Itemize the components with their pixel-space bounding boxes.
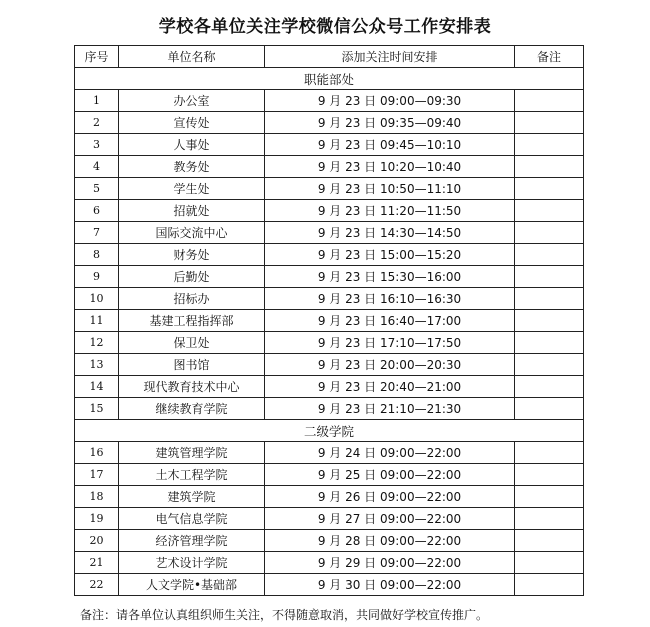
remark [515, 200, 584, 222]
row-index: 4 [75, 156, 119, 178]
row-index: 17 [75, 464, 119, 486]
remark [515, 464, 584, 486]
remark [515, 134, 584, 156]
schedule-table [74, 45, 584, 596]
row-index: 20 [75, 530, 119, 552]
row-index: 13 [75, 354, 119, 376]
unit-name: 学生处 [119, 178, 265, 200]
unit-name: 艺术设计学院 [119, 552, 265, 574]
remark [515, 552, 584, 574]
time-slot: 9 月 26 日 09:00—22:00 [265, 486, 515, 508]
unit-name: 基建工程指挥部 [119, 310, 265, 332]
row-index: 22 [75, 574, 119, 596]
header-unit-name: 单位名称 [119, 46, 265, 68]
remark [515, 310, 584, 332]
table-row [75, 288, 584, 310]
remark [515, 354, 584, 376]
row-index: 11 [75, 310, 119, 332]
table-row [75, 574, 584, 596]
table-row [75, 112, 584, 134]
row-index: 1 [75, 90, 119, 112]
remark [515, 222, 584, 244]
unit-name: 土木工程学院 [119, 464, 265, 486]
unit-name: 后勤处 [119, 266, 265, 288]
remark [515, 332, 584, 354]
table-row [75, 310, 584, 332]
remark [515, 442, 584, 464]
remark [515, 486, 584, 508]
table-body [75, 68, 584, 596]
time-slot: 9 月 28 日 09:00—22:00 [265, 530, 515, 552]
time-slot: 9 月 23 日 09:45—10:10 [265, 134, 515, 156]
remark [515, 574, 584, 596]
section-title: 职能部处 [75, 68, 584, 90]
remark [515, 112, 584, 134]
row-index: 14 [75, 376, 119, 398]
section-row [75, 420, 584, 442]
time-slot: 9 月 23 日 20:00—20:30 [265, 354, 515, 376]
time-slot: 9 月 23 日 10:50—11:10 [265, 178, 515, 200]
row-index: 9 [75, 266, 119, 288]
remark [515, 508, 584, 530]
table-header-row [75, 46, 584, 68]
time-slot: 9 月 30 日 09:00—22:00 [265, 574, 515, 596]
remark [515, 398, 584, 420]
table-row [75, 398, 584, 420]
table-row [75, 376, 584, 398]
remark [515, 376, 584, 398]
remark [515, 244, 584, 266]
unit-name: 招标办 [119, 288, 265, 310]
row-index: 5 [75, 178, 119, 200]
table-row [75, 552, 584, 574]
time-slot: 9 月 23 日 14:30—14:50 [265, 222, 515, 244]
time-slot: 9 月 23 日 21:10—21:30 [265, 398, 515, 420]
row-index: 6 [75, 200, 119, 222]
unit-name: 财务处 [119, 244, 265, 266]
unit-name: 招就处 [119, 200, 265, 222]
time-slot: 9 月 23 日 20:40—21:00 [265, 376, 515, 398]
unit-name: 人事处 [119, 134, 265, 156]
row-index: 16 [75, 442, 119, 464]
unit-name: 图书馆 [119, 354, 265, 376]
table-row [75, 464, 584, 486]
time-slot: 9 月 29 日 09:00—22:00 [265, 552, 515, 574]
row-index: 19 [75, 508, 119, 530]
remark [515, 156, 584, 178]
table-row [75, 222, 584, 244]
row-index: 15 [75, 398, 119, 420]
table-row [75, 486, 584, 508]
page-title: 学校各单位关注学校微信公众号工作安排表 [158, 17, 492, 37]
time-slot: 9 月 23 日 16:10—16:30 [265, 288, 515, 310]
remark [515, 288, 584, 310]
table-row [75, 90, 584, 112]
unit-name: 人文学院•基础部 [119, 574, 265, 596]
time-slot: 9 月 23 日 11:20—11:50 [265, 200, 515, 222]
unit-name: 经济管理学院 [119, 530, 265, 552]
table-row [75, 200, 584, 222]
unit-name: 现代教育技术中心 [119, 376, 265, 398]
footnote: 备注：请各单位认真组织师生关注，不得随意取消，共同做好学校宣传推广。 [80, 608, 489, 622]
time-slot: 9 月 23 日 15:30—16:00 [265, 266, 515, 288]
header-index: 序号 [75, 46, 119, 68]
row-index: 8 [75, 244, 119, 266]
time-slot: 9 月 23 日 16:40—17:00 [265, 310, 515, 332]
table-row [75, 442, 584, 464]
table-row [75, 530, 584, 552]
table-row [75, 332, 584, 354]
row-index: 12 [75, 332, 119, 354]
unit-name: 国际交流中心 [119, 222, 265, 244]
unit-name: 继续教育学院 [119, 398, 265, 420]
unit-name: 宣传处 [119, 112, 265, 134]
row-index: 2 [75, 112, 119, 134]
table-row [75, 354, 584, 376]
section-row [75, 68, 584, 90]
unit-name: 电气信息学院 [119, 508, 265, 530]
table-row [75, 178, 584, 200]
row-index: 10 [75, 288, 119, 310]
time-slot: 9 月 24 日 09:00—22:00 [265, 442, 515, 464]
remark [515, 266, 584, 288]
time-slot: 9 月 23 日 15:00—15:20 [265, 244, 515, 266]
time-slot: 9 月 23 日 10:20—10:40 [265, 156, 515, 178]
section-title: 二级学院 [75, 420, 584, 442]
table-row [75, 156, 584, 178]
unit-name: 教务处 [119, 156, 265, 178]
time-slot: 9 月 23 日 09:35—09:40 [265, 112, 515, 134]
header-remarks: 备注 [515, 46, 584, 68]
time-slot: 9 月 25 日 09:00—22:00 [265, 464, 515, 486]
remark [515, 530, 584, 552]
header-time-schedule: 添加关注时间安排 [265, 46, 515, 68]
time-slot: 9 月 27 日 09:00—22:00 [265, 508, 515, 530]
row-index: 18 [75, 486, 119, 508]
row-index: 3 [75, 134, 119, 156]
row-index: 21 [75, 552, 119, 574]
unit-name: 办公室 [119, 90, 265, 112]
remark [515, 178, 584, 200]
unit-name: 保卫处 [119, 332, 265, 354]
time-slot: 9 月 23 日 17:10—17:50 [265, 332, 515, 354]
unit-name: 建筑管理学院 [119, 442, 265, 464]
table-row [75, 134, 584, 156]
table-row [75, 244, 584, 266]
remark [515, 90, 584, 112]
time-slot: 9 月 23 日 09:00—09:30 [265, 90, 515, 112]
table-row [75, 266, 584, 288]
table-row [75, 508, 584, 530]
unit-name: 建筑学院 [119, 486, 265, 508]
row-index: 7 [75, 222, 119, 244]
